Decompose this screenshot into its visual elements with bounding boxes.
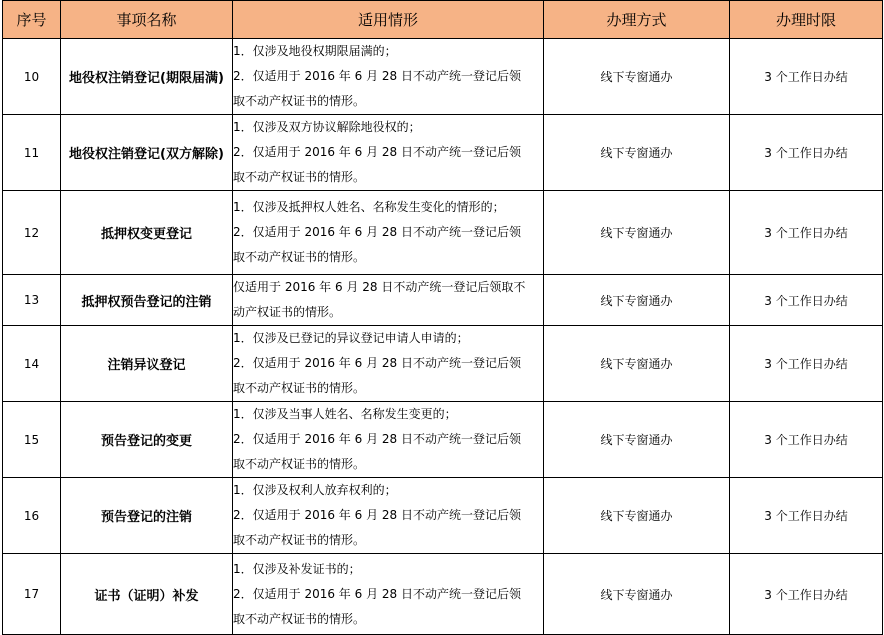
row-condition xyxy=(233,402,544,478)
condition-line: 2．仅适用于 2016 年 6 月 28 日不动产统一登记后领 xyxy=(233,432,521,446)
condition-line: 1．仅涉及权利人放弃权利的； xyxy=(233,483,397,497)
row-time: 3 个工作日办结 xyxy=(730,402,883,478)
table-row xyxy=(3,191,883,275)
row-condition xyxy=(233,478,544,554)
condition-line: 2．仅适用于 2016 年 6 月 28 日不动产统一登记后领 xyxy=(233,356,521,370)
row-mode: 线下专窗通办 xyxy=(544,39,730,115)
row-time: 3 个工作日办结 xyxy=(730,191,883,275)
row-condition xyxy=(233,39,544,115)
condition-line: 2．仅适用于 2016 年 6 月 28 日不动产统一登记后领 xyxy=(233,586,521,601)
row-condition xyxy=(233,191,544,275)
row-time: 3 个工作日办结 xyxy=(730,478,883,554)
header-row xyxy=(3,1,883,39)
condition-line: 2．仅适用于 2016 年 6 月 28 日不动产统一登记后领 xyxy=(233,69,521,83)
row-mode: 线下专窗通办 xyxy=(544,115,730,191)
condition-line: 2．仅适用于 2016 年 6 月 28 日不动产统一登记后领 xyxy=(233,145,521,159)
row-condition xyxy=(233,326,544,402)
row-name: 预告登记的变更 xyxy=(61,402,233,478)
row-name: 地役权注销登记(双方解除) xyxy=(61,115,233,191)
row-time: 3 个工作日办结 xyxy=(730,326,883,402)
row-mode: 线下专窗通办 xyxy=(544,191,730,275)
row-name: 证书（证明）补发 xyxy=(61,554,233,635)
row-seq: 12 xyxy=(3,191,61,275)
condition-line: 1．仅涉及补发证书的； xyxy=(233,561,361,576)
row-mode: 线下专窗通办 xyxy=(544,402,730,478)
condition-line: 取不动产权证书的情形。 xyxy=(233,457,366,471)
condition-line: 取不动产权证书的情形。 xyxy=(233,611,366,626)
row-seq: 17 xyxy=(3,554,61,635)
row-seq: 14 xyxy=(3,326,61,402)
condition-line: 1．仅涉及双方协议解除地役权的； xyxy=(233,120,421,134)
row-mode: 线下专窗通办 xyxy=(544,275,730,326)
condition-line: 动产权证书的情形。 xyxy=(233,305,342,319)
row-condition xyxy=(233,554,544,635)
condition-line: 2．仅适用于 2016 年 6 月 28 日不动产统一登记后领 xyxy=(233,508,521,522)
row-name: 预告登记的注销 xyxy=(61,478,233,554)
row-name: 抵押权预告登记的注销 xyxy=(61,275,233,326)
condition-line: 1．仅涉及已登记的异议登记申请人申请的； xyxy=(233,331,469,345)
header-name: 事项名称 xyxy=(61,1,233,39)
row-mode: 线下专窗通办 xyxy=(544,554,730,635)
row-condition xyxy=(233,275,544,326)
row-seq: 13 xyxy=(3,275,61,326)
condition-line: 取不动产权证书的情形。 xyxy=(233,533,366,547)
row-time: 3 个工作日办结 xyxy=(730,39,883,115)
row-seq: 15 xyxy=(3,402,61,478)
table-row xyxy=(3,554,883,635)
table-row xyxy=(3,115,883,191)
condition-line: 取不动产权证书的情形。 xyxy=(233,381,366,395)
row-time: 3 个工作日办结 xyxy=(730,115,883,191)
row-time: 3 个工作日办结 xyxy=(730,275,883,326)
header-mode: 办理方式 xyxy=(544,1,730,39)
condition-line: 取不动产权证书的情形。 xyxy=(233,170,366,184)
condition-line: 取不动产权证书的情形。 xyxy=(233,250,366,264)
condition-line: 2．仅适用于 2016 年 6 月 28 日不动产统一登记后领 xyxy=(233,225,521,239)
condition-line: 仅适用于 2016 年 6 月 28 日不动产统一登记后领取不 xyxy=(233,280,526,294)
row-seq: 10 xyxy=(3,39,61,115)
condition-line: 取不动产权证书的情形。 xyxy=(233,94,366,108)
table-row xyxy=(3,478,883,554)
row-seq: 16 xyxy=(3,478,61,554)
header-condition: 适用情形 xyxy=(233,1,544,39)
table-row xyxy=(3,39,883,115)
table-row xyxy=(3,326,883,402)
table-row xyxy=(3,402,883,478)
row-mode: 线下专窗通办 xyxy=(544,478,730,554)
header-seq: 序号 xyxy=(3,1,61,39)
condition-line: 1．仅涉及当事人姓名、名称发生变更的； xyxy=(233,407,457,421)
table-row xyxy=(3,275,883,326)
row-name: 地役权注销登记(期限届满) xyxy=(61,39,233,115)
row-time: 3 个工作日办结 xyxy=(730,554,883,635)
row-seq: 11 xyxy=(3,115,61,191)
header-time: 办理时限 xyxy=(730,1,883,39)
row-condition xyxy=(233,115,544,191)
row-name: 注销异议登记 xyxy=(61,326,233,402)
row-mode: 线下专窗通办 xyxy=(544,326,730,402)
condition-line: 1．仅涉及地役权期限届满的； xyxy=(233,44,397,58)
condition-line: 1．仅涉及抵押权人姓名、名称发生变化的情形的； xyxy=(233,200,505,214)
services-table xyxy=(2,0,883,635)
row-name: 抵押权变更登记 xyxy=(61,191,233,275)
